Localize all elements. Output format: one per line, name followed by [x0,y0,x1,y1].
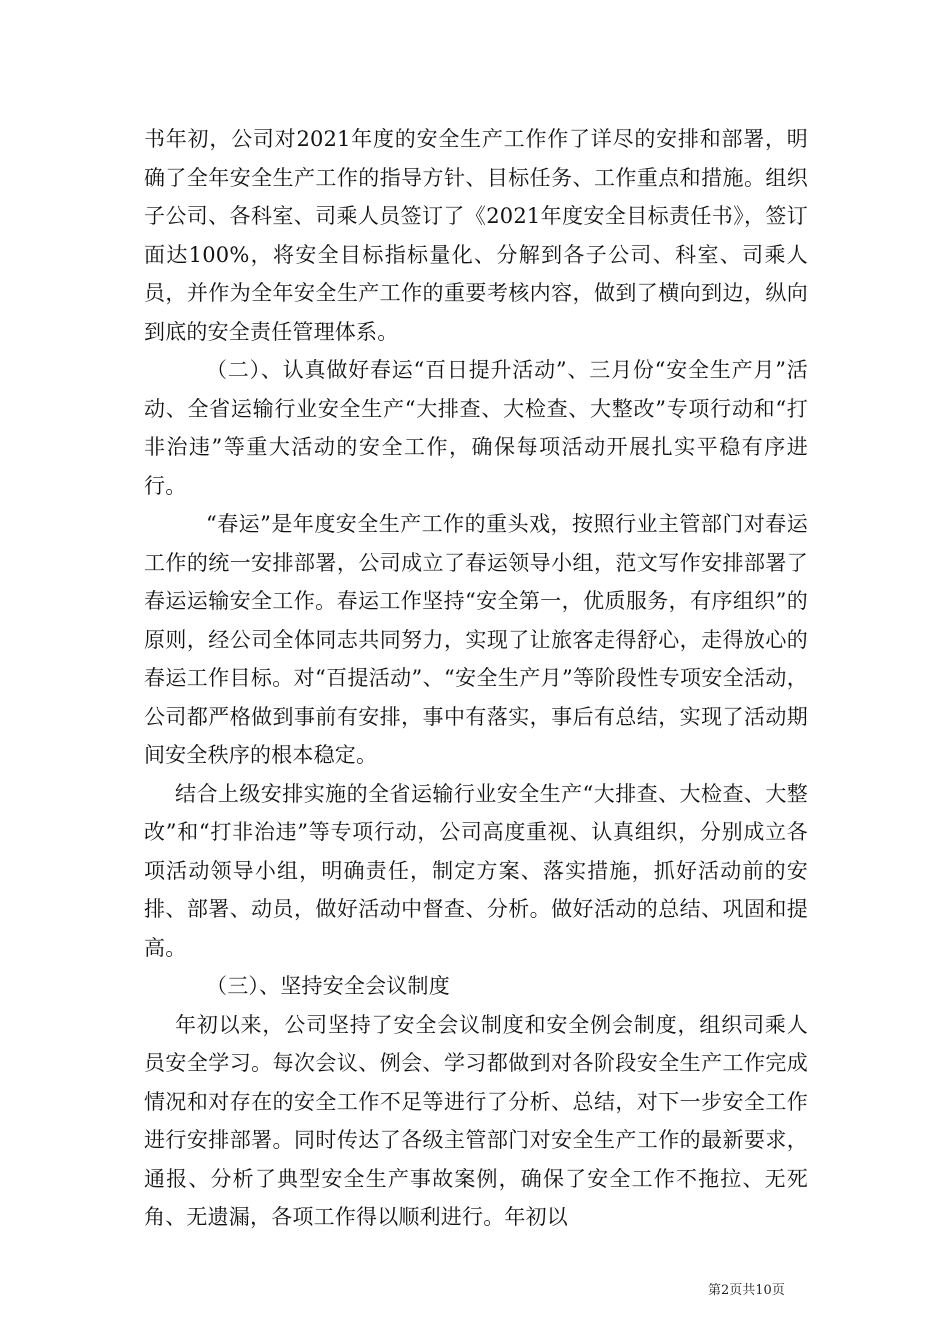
section-3-heading: （三）、坚持安全会议制度 [206,974,450,998]
paragraph-1: 书年初，公司对2021年度的安全生产工作作了详尽的安排和部署，明确了全年安全生产工作的指导方针、目标任务、工作重点和措施。组织子公司、各科室、司乘人员签订了《2021年度安全目标责任书》，签订面达100%，将安全目标指标量化、分解到各子公司、科室、司乘人员，并作为全年安全生产工作的重要考核内容，做到了横向到边，纵向到底的安全责任管理体系。 [144,127,808,344]
page-number: 第2页共10页 [708,1283,785,1298]
document-body [144,120,808,1237]
paragraph-section-2-heading: （二）、认真做好春运“百日提升活动”、三月份“安全生产月”活动、全省运输行业安全生产“大排查、大检查、大整改”专项行动和“打非治违”等重大活动的安全工作，确保每项活动开展扎实平稳有序进行。 [144,358,808,498]
paragraph-special-actions: 结合上级安排实施的全省运输行业安全生产“大排查、大检查、大整改”和“打非治违”等专项行动，公司高度重视、认真组织，分别成立各项活动领导小组，明确责任，制定方案、落实措施，抓好活动前的安排、部署、动员，做好活动中督查、分析。做好活动的总结、巩固和提高。 [144,781,808,960]
paragraph-safety-meetings: 年初以来，公司坚持了安全会议制度和安全例会制度，组织司乘人员安全学习。每次会议、例会、学习都做到对各阶段安全生产工作完成情况和对存在的安全工作不足等进行了分析、总结，对下一步安全工作进行安排部署。同时传达了各级主管部门对安全生产工作的最新要求，通报、分析了典型安全生产事故案例，确保了安全工作不拖拉、无死角、无遗漏，各项工作得以顺利进行。年初以 [144,1012,808,1229]
paragraph-spring-transport: “春运”是年度安全生产工作的重头戏，按照行业主管部门对春运工作的统一安排部署，公司成立了春运领导小组，范文写作安排部署了春运运输安全工作。春运工作坚持“安全第一，优质服务，有序组织”的原则，经公司全体同志共同努力，实现了让旅客走得舒心，走得放心的春运工作目标。对“百提活动”、“安全生产月”等阶段性专项安全活动，公司都严格做到事前有安排，事中有落实，事后有总结，实现了活动期间安全秩序的根本稳定。 [144,512,808,767]
